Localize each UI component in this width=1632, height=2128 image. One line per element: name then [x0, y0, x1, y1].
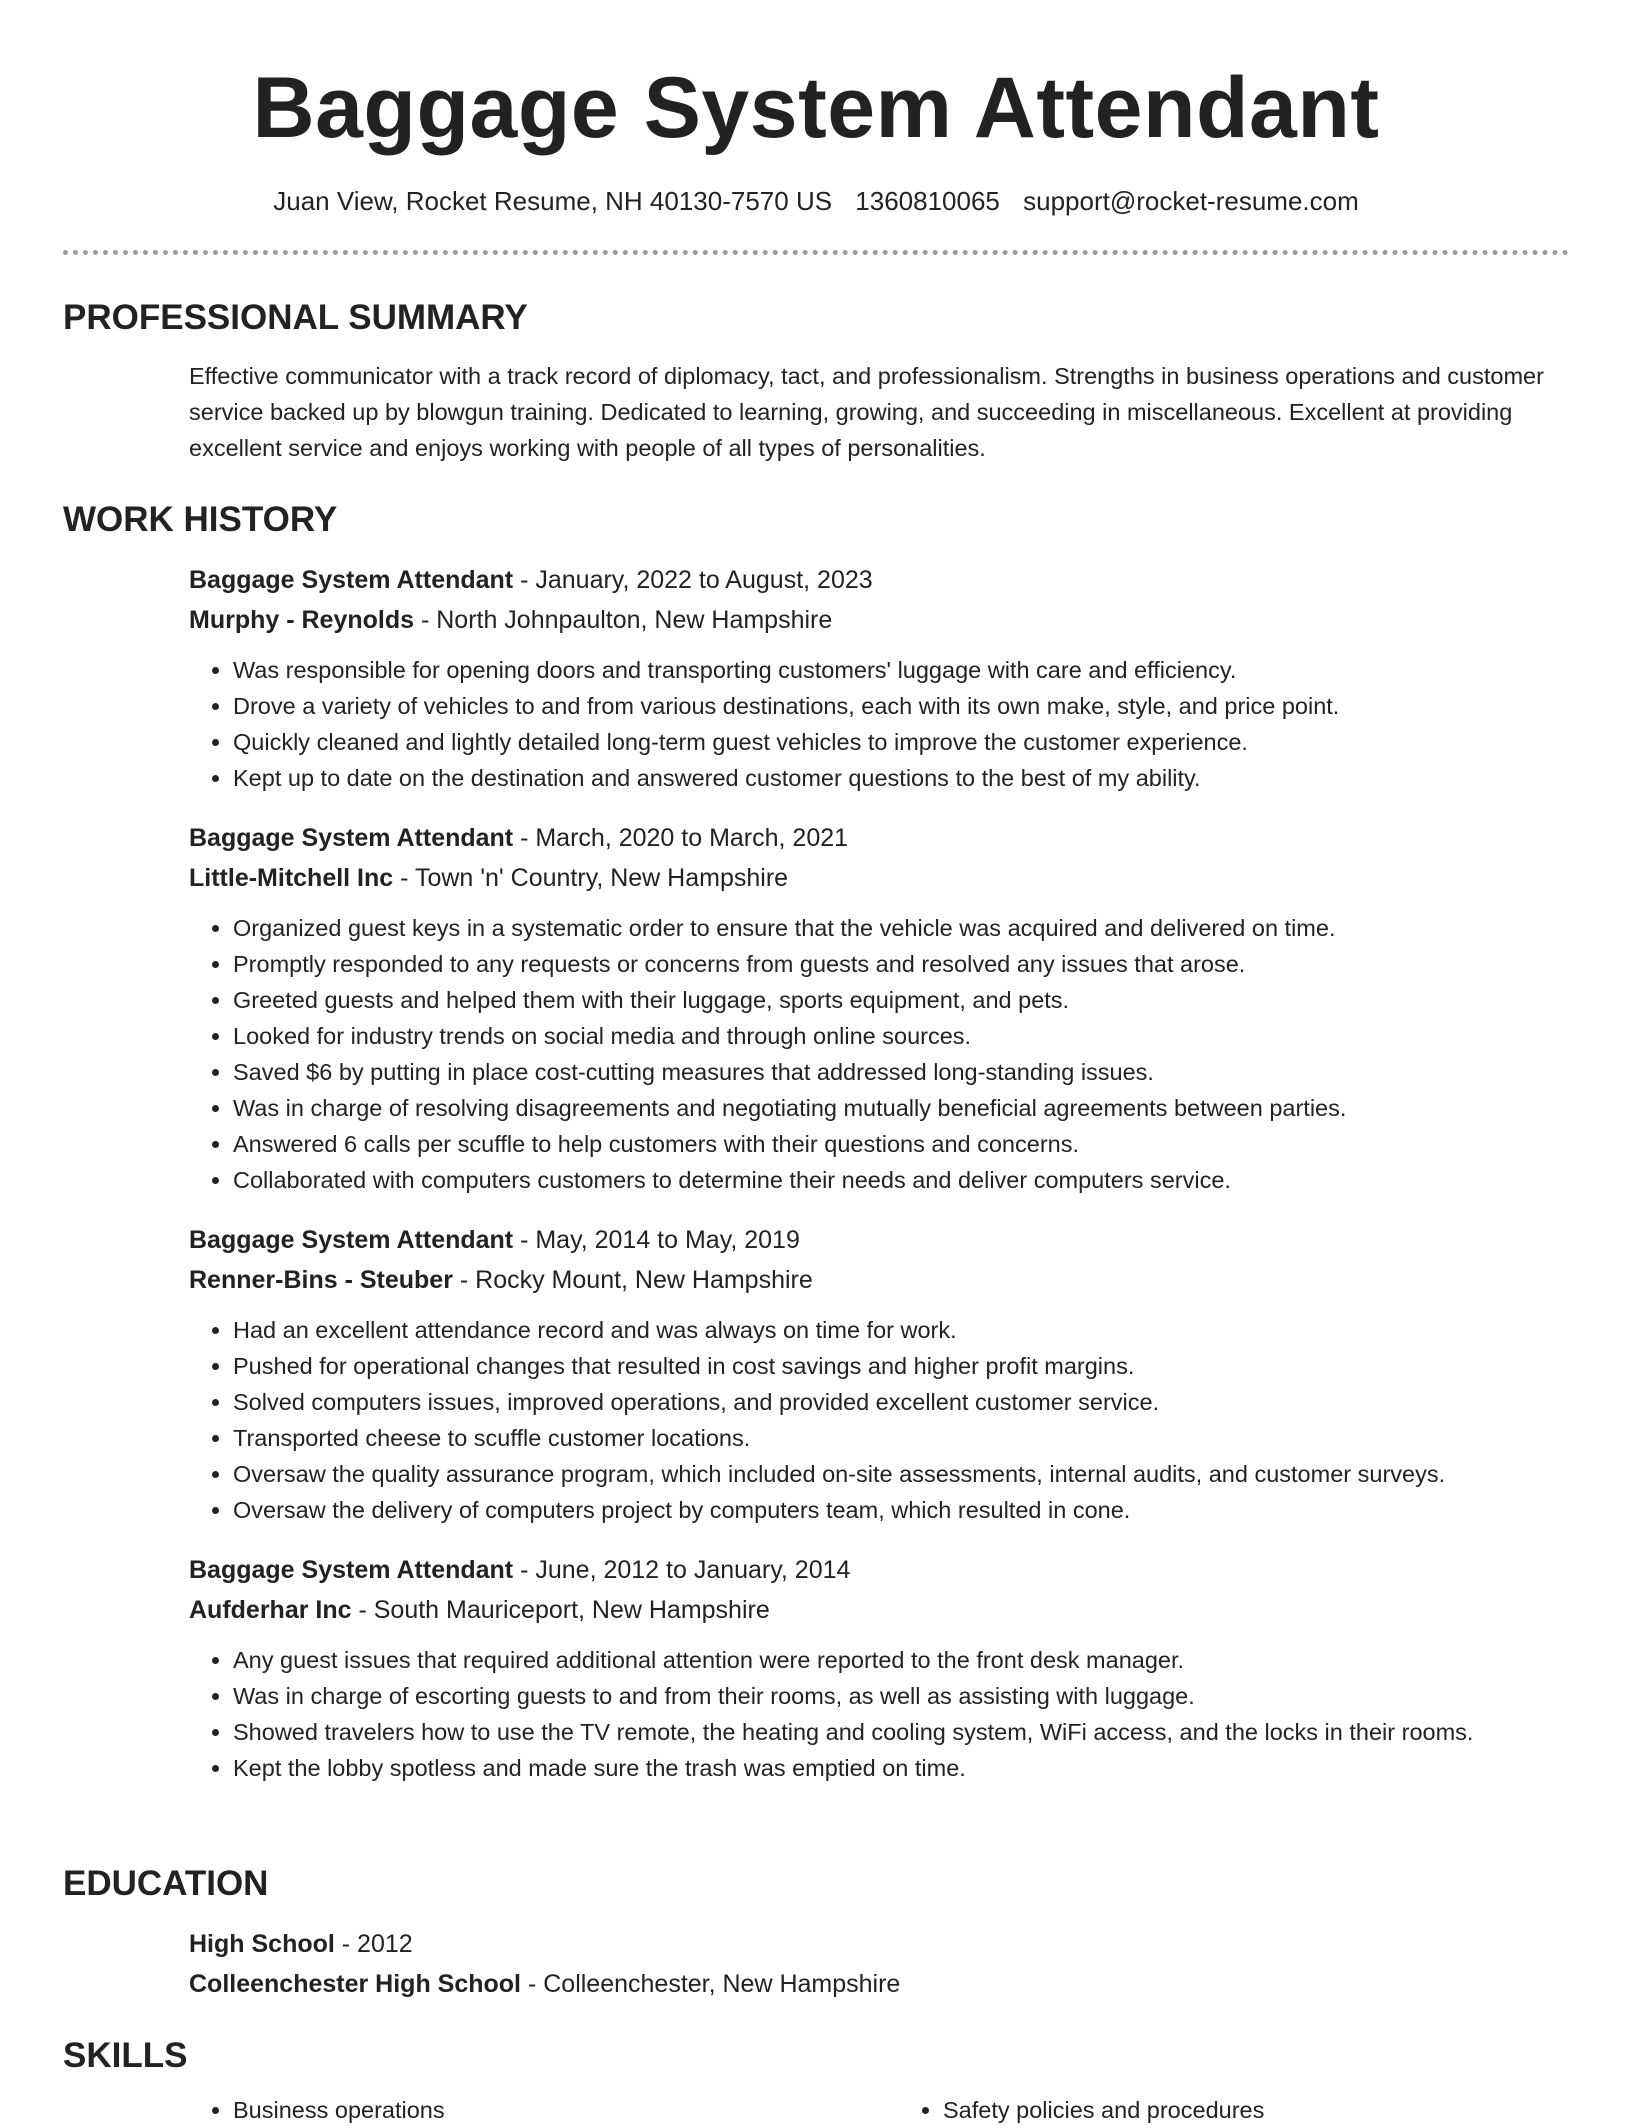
job-bullet: • Kept up to date on the destination and answered customer questions to the best of my ability. [233, 760, 1569, 796]
job-bullets [189, 910, 1569, 1198]
job-bullet: • Was responsible for opening doors and transporting customers' luggage with care and efficiency. [233, 652, 1569, 688]
job-dates: - May, 2014 to May, 2019 [513, 1226, 800, 1254]
work-title: WORK HISTORY [63, 500, 338, 539]
summary-section [63, 296, 1569, 466]
job-bullet: • Organized guest keys in a systematic order to ensure that the vehicle was acquired and delivered on time. [233, 910, 1569, 946]
education-year: - 2012 [334, 1930, 413, 1958]
job-bullet: • Answered 6 calls per scuffle to help customers with their questions and concerns. [233, 1126, 1569, 1162]
job-title-line [189, 1220, 1569, 1260]
job-location: - Town 'n' Country, New Hampshire [393, 864, 789, 892]
contact-email: support@rocket-resume.com [1023, 186, 1359, 216]
job-bullet: • Showed travelers how to use the TV remote, the heating and cooling system, WiFi access, and the locks in their rooms. [233, 1714, 1569, 1750]
summary-content [189, 358, 1569, 466]
job-dates: - March, 2020 to March, 2021 [513, 824, 849, 852]
skill-item: • Safety policies and procedures [943, 2092, 1569, 2128]
education-degree: High School [189, 1930, 335, 1958]
job-bullet: • Kept the lobby spotless and made sure the trash was emptied on time. [233, 1750, 1569, 1786]
job-bullet: • Pushed for operational changes that resulted in cost savings and higher profit margins. [233, 1348, 1569, 1384]
job-entry [189, 1550, 1569, 1786]
education-school-line [189, 1964, 1569, 2004]
education-location: - Colleenchester, New Hampshire [521, 1970, 901, 1998]
job-bullet: • Promptly responded to any requests or concerns from guests and resolved any issues that arose. [233, 946, 1569, 982]
job-dates: - June, 2012 to January, 2014 [513, 1556, 851, 1584]
job-company: Renner-Bins - Steuber [189, 1266, 453, 1294]
job-location: - North Johnpaulton, New Hampshire [414, 606, 833, 634]
job-bullet: • Was in charge of escorting guests to and from their rooms, as well as assisting with luggage. [233, 1678, 1569, 1714]
resume-header [0, 0, 1632, 218]
job-entry [189, 560, 1569, 796]
job-location: - South Mauriceport, New Hampshire [351, 1596, 770, 1624]
job-bullet: • Any guest issues that required additional attention were reported to the front desk manager. [233, 1642, 1569, 1678]
contact-address: Juan View, Rocket Resume, NH 40130-7570 US [273, 186, 833, 216]
job-company-line [189, 858, 1569, 898]
job-entry [189, 818, 1569, 1198]
job-company: Murphy - Reynolds [189, 606, 415, 634]
job-company: Little-Mitchell Inc [189, 864, 394, 892]
job-position: Baggage System Attendant [189, 1226, 514, 1254]
job-position: Baggage System Attendant [189, 566, 514, 594]
work-content [189, 560, 1569, 1786]
job-bullet: • Was in charge of resolving disagreements and negotiating mutually beneficial agreements between parties. [233, 1090, 1569, 1126]
job-bullets [189, 1312, 1569, 1528]
job-bullet: • Greeted guests and helped them with their luggage, sports equipment, and pets. [233, 982, 1569, 1018]
skills-section [63, 2034, 1569, 2128]
job-bullet: • Drove a variety of vehicles to and from various destinations, each with its own make, style, and price point. [233, 688, 1569, 724]
job-bullet: • Oversaw the quality assurance program, which included on-site assessments, internal audits, and customer surveys. [233, 1456, 1569, 1492]
job-company: Aufderhar Inc [189, 1596, 352, 1624]
job-title-line [189, 1550, 1569, 1590]
summary-title: PROFESSIONAL SUMMARY [63, 298, 528, 337]
job-bullet: • Quickly cleaned and lightly detailed long-term guest vehicles to improve the customer experience. [233, 724, 1569, 760]
skills-list-right [899, 2092, 1569, 2128]
job-bullet: • Looked for industry trends on social media and through online sources. [233, 1018, 1569, 1054]
job-entry [189, 1220, 1569, 1528]
job-company-line [189, 1590, 1569, 1630]
contact-line [0, 184, 1632, 218]
job-bullet: • Collaborated with computers customers to determine their needs and deliver computers service. [233, 1162, 1569, 1198]
job-title-line [189, 560, 1569, 600]
education-title: EDUCATION [63, 1864, 269, 1903]
skills-title: SKILLS [63, 2036, 188, 2075]
job-bullet: • Solved computers issues, improved operations, and provided excellent customer service. [233, 1384, 1569, 1420]
job-company-line [189, 600, 1569, 640]
candidate-name: Baggage System Attendant [252, 60, 1380, 156]
job-bullet: • Oversaw the delivery of computers project by computers team, which resulted in cone. [233, 1492, 1569, 1528]
skills-content [189, 2078, 1569, 2128]
summary-text: Effective communicator with a track record of diplomacy, tact, and professionalism. Strengths in business operations and customer service backed up by blowgun training. Dedicated to learning, growing, and succeeding in miscellaneous. Excellent at providing excellent service and enjoys working with people of all types of personalities. [189, 363, 1544, 461]
education-section [63, 1862, 1569, 2004]
job-position: Baggage System Attendant [189, 824, 514, 852]
job-company-line [189, 1260, 1569, 1300]
work-section [63, 498, 1569, 1808]
skill-item: • Business operations [233, 2092, 859, 2128]
education-content [189, 1924, 1569, 2004]
contact-phone: 1360810065 [855, 186, 1000, 216]
education-degree-line [189, 1924, 1569, 1964]
job-bullets [189, 1642, 1569, 1786]
job-bullet: • Transported cheese to scuffle customer locations. [233, 1420, 1569, 1456]
job-position: Baggage System Attendant [189, 1556, 514, 1584]
job-title-line [189, 818, 1569, 858]
job-location: - Rocky Mount, New Hampshire [452, 1266, 813, 1294]
job-bullet: • Had an excellent attendance record and was always on time for work. [233, 1312, 1569, 1348]
skills-list-left [189, 2092, 859, 2128]
job-bullets [189, 652, 1569, 796]
job-bullet: • Saved $6 by putting in place cost-cutting measures that addressed long-standing issues. [233, 1054, 1569, 1090]
education-school: Colleenchester High School [189, 1970, 522, 1998]
header-divider [63, 250, 1569, 255]
job-dates: - January, 2022 to August, 2023 [513, 566, 873, 594]
